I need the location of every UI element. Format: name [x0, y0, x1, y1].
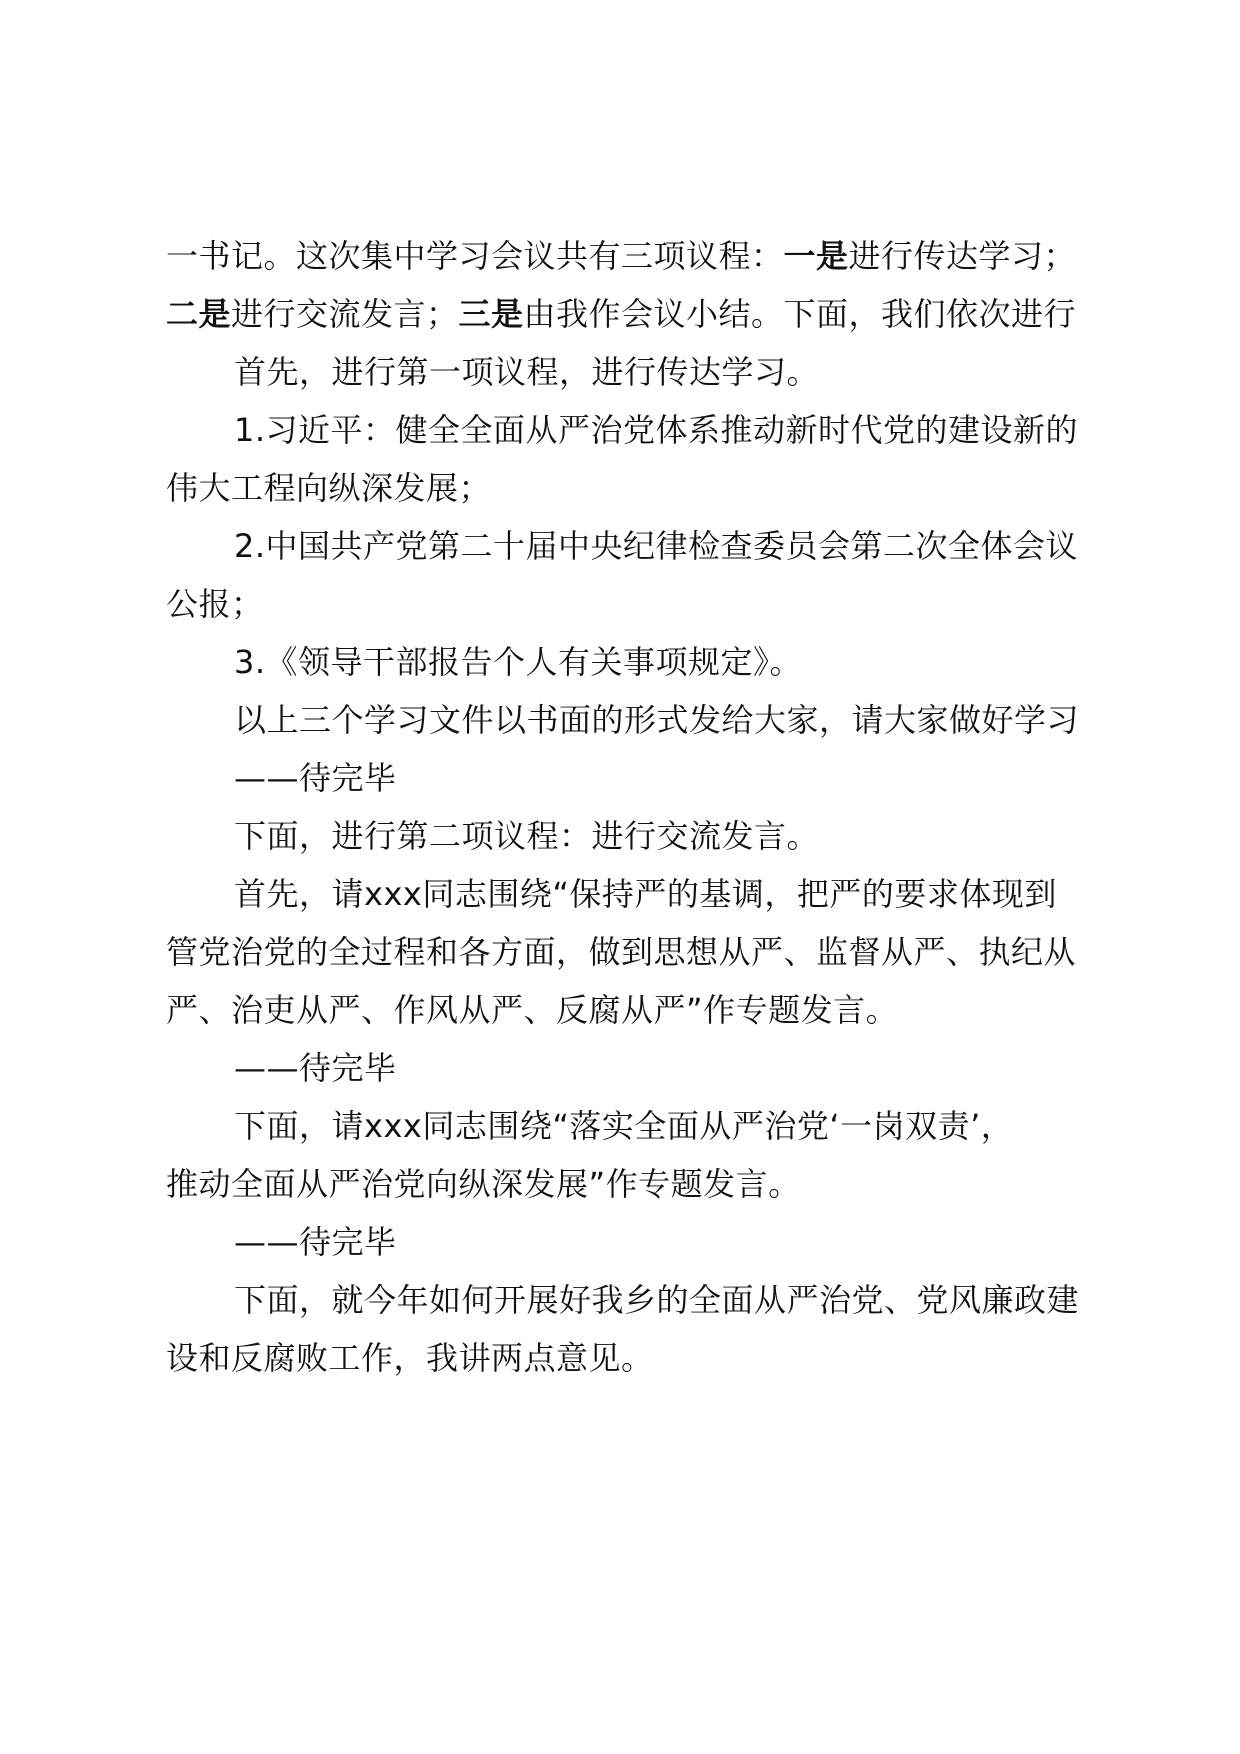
bold-text: 二是 — [166, 295, 232, 333]
paragraph-line: 管党治党的全过程和各方面，做到思想从严、监督从严、执纪从 — [166, 933, 1077, 971]
bold-text: 三是 — [458, 295, 524, 333]
text-segment: 由我作会议小结。下面，我们依次进行 — [523, 295, 1077, 333]
pending-note: ——待完毕 — [234, 1223, 397, 1261]
text-segment: 进行交流发言； — [231, 295, 459, 333]
paragraph-line — [166, 294, 1076, 334]
list-item: 2.中国共产党第二十届中央纪律检查委员会第二次全体会议 — [234, 527, 1079, 565]
paragraph-line: 公报； — [166, 585, 264, 623]
text-segment: 一书记。这次集中学习会议共有三项议程： — [166, 237, 784, 275]
paragraph-line: 严、治吏从严、作风从严、反腐从严”作专题发言。 — [166, 991, 899, 1029]
bold-text: 一是 — [783, 237, 849, 275]
paragraph-line: 以上三个学习文件以书面的形式发给大家，请大家做好学习 — [234, 701, 1080, 739]
paragraph-line: 下面，就今年如何开展好我乡的全面从严治党、党风廉政建 — [234, 1281, 1080, 1319]
paragraph-line: 首先，进行第一项议程，进行传达学习。 — [234, 353, 820, 391]
paragraph-line: 下面，请xxx同志围绕“落实全面从严治党‘一岗双责’， — [234, 1107, 1014, 1145]
paragraph-line: 推动全面从严治党向纵深发展”作专题发言。 — [166, 1165, 801, 1203]
paragraph-line: 首先，请xxx同志围绕“保持严的基调，把严的要求体现到 — [234, 875, 1057, 913]
paragraph-line: 伟大工程向纵深发展； — [166, 469, 492, 507]
list-item: 1.习近平：健全全面从严治党体系推动新时代党的建设新的 — [234, 411, 1079, 449]
text-segment: 进行传达学习； — [848, 237, 1077, 275]
list-item: 3.《领导干部报告个人有关事项规定》。 — [234, 643, 803, 681]
pending-note: ——待完毕 — [234, 759, 397, 797]
paragraph-line: 设和反腐败工作，我讲两点意见。 — [166, 1339, 654, 1377]
paragraph-line — [166, 236, 1076, 276]
paragraph-line: 下面，进行第二项议程：进行交流发言。 — [234, 817, 820, 855]
pending-note: ——待完毕 — [234, 1049, 397, 1087]
